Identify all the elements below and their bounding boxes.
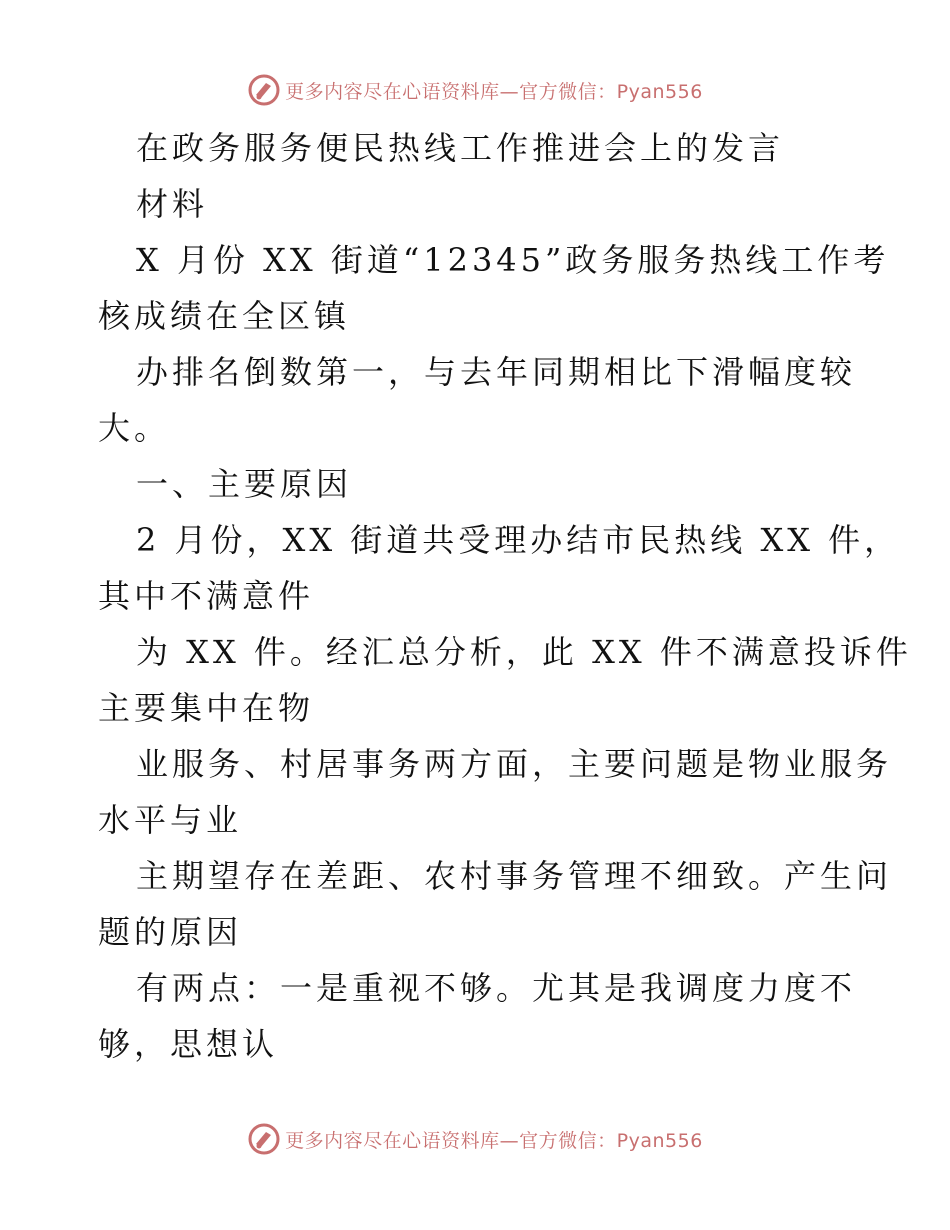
logo-icon — [247, 73, 281, 107]
text-line: 为 XX 件。经汇总分析，此 XX 件不满意投诉件 — [136, 633, 912, 671]
watermark-text: 更多内容尽在心语资料库—官方微信：Pyan556 — [285, 1129, 703, 1152]
text-line: 题的原因 — [98, 913, 243, 951]
text-line: 水平与业 — [98, 801, 243, 839]
text-line: 大。 — [98, 409, 171, 447]
text-line: 主期望存在差距、农村事务管理不细致。产生问 — [136, 857, 893, 895]
text-line: 2 月份，XX 街道共受理办结市民热线 XX 件， — [136, 521, 901, 559]
watermark-text: 更多内容尽在心语资料库—官方微信：Pyan556 — [285, 80, 703, 103]
document-body — [98, 120, 912, 1072]
section-heading: 一、主要原因 — [136, 465, 353, 503]
text-line: 办排名倒数第一，与去年同期相比下滑幅度较 — [136, 353, 857, 391]
text-line: 够，思想认 — [98, 1025, 279, 1063]
header-watermark — [0, 70, 950, 110]
text-line: 其中不满意件 — [98, 577, 315, 615]
text-line: 材料 — [136, 185, 209, 223]
text-line: 主要集中在物 — [98, 689, 315, 727]
text-line: 有两点：一是重视不够。尤其是我调度力度不 — [136, 969, 857, 1007]
text-line: X 月份 XX 街道“12345”政务服务热线工作考 — [136, 241, 890, 279]
text-line: 在政务服务便民热线工作推进会上的发言 — [136, 129, 785, 167]
footer-watermark — [0, 1119, 950, 1159]
logo-icon — [247, 1122, 281, 1156]
text-line: 核成绩在全区镇 — [98, 297, 351, 335]
text-line: 业服务、村居事务两方面，主要问题是物业服务 — [136, 745, 893, 783]
